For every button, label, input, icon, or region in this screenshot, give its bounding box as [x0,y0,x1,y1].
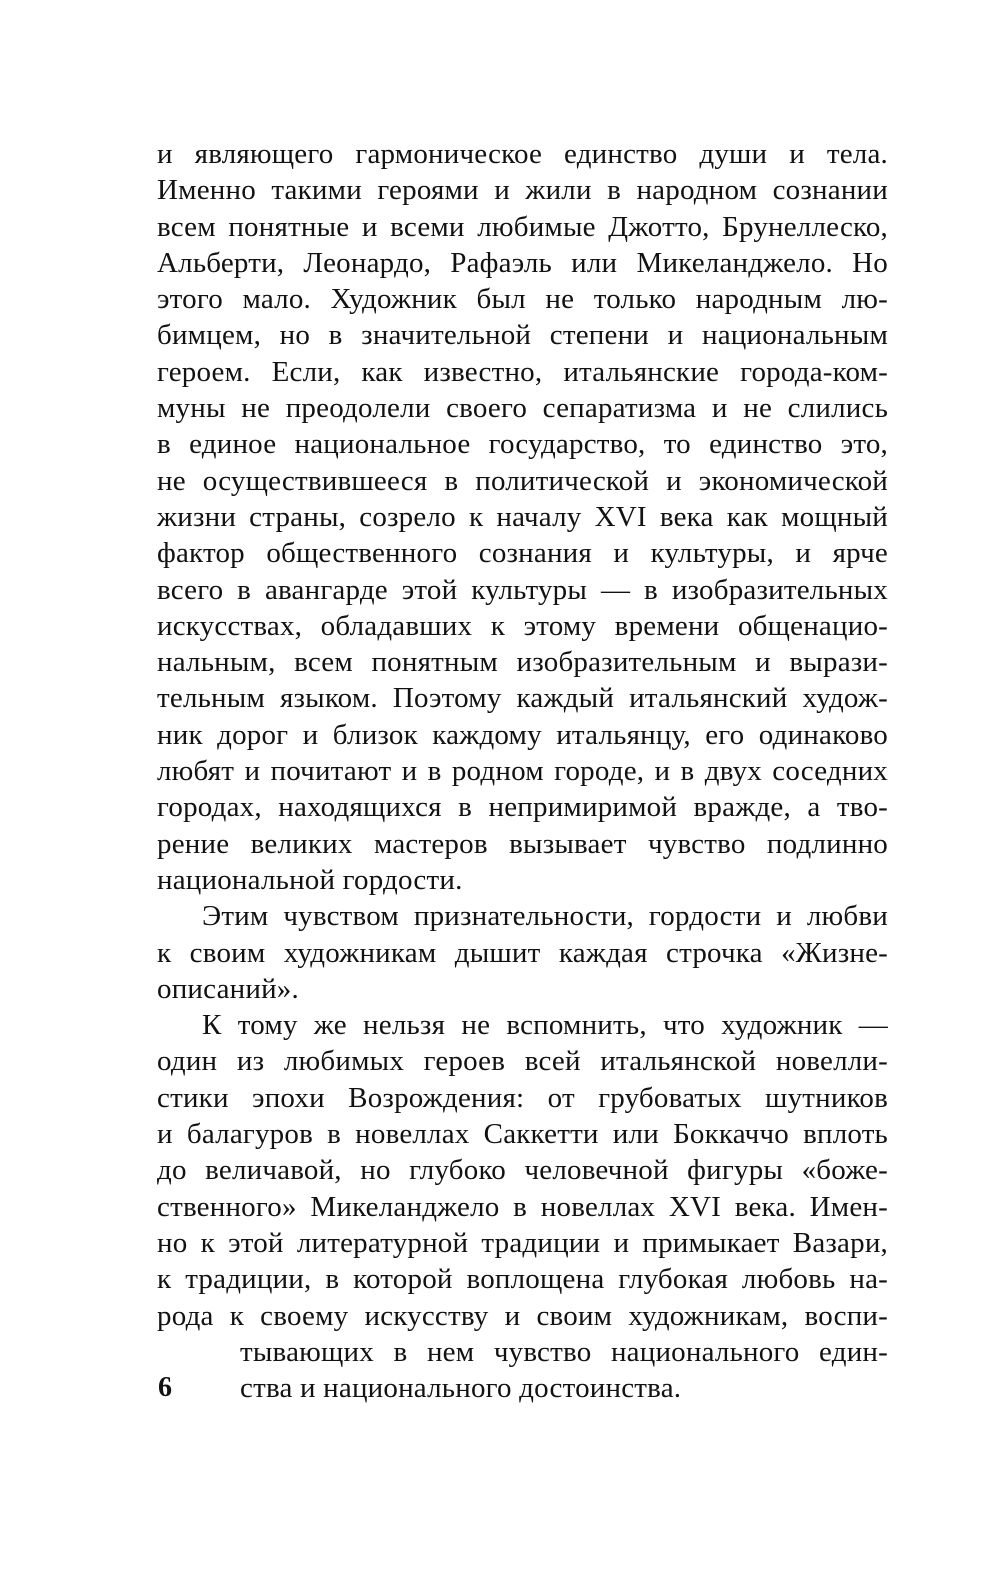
text-line: бимцем, но в значительной степени и национальным [157,319,888,352]
text-line: национальной гордости. [157,863,463,896]
text-line: искусствах, обладавших к этому времени общенацио- [157,609,888,642]
text-line: но к этой литературной традиции и примыкает Вазари, [157,1226,888,1259]
text-line: всем понятные и всеми любимые Джотто, Брунеллеско, [157,210,888,243]
text-line: муны не преодолели своего сепаратизма и не слились [157,392,888,425]
text-line: этого мало. Художник был не только народным лю- [157,283,888,316]
text-line: всего в авангарде этой культуры — в изобразительных [157,573,888,606]
text-line: к своим художникам дышит каждая строчка «Жизне- [157,936,888,969]
page-number: 6 [158,1372,172,1403]
text-line: героем. Если, как известно, итальянские города-ком- [157,355,888,388]
text-line: Именно такими героями и жили в народном сознании [157,174,888,207]
text-line: рение великих мастеров вызывает чувство подлинно [157,827,888,860]
text-line: не осуществившееся в политической и экономической [157,464,888,497]
text-line: тывающих в нем чувство национального един- [240,1335,888,1368]
text-line: до величавой, но глубоко человечной фигуры «боже- [157,1154,888,1187]
text-line: Этим чувством признательности, гордости и любви [202,900,888,933]
text-line: стики эпохи Возрождения: от грубоватых шутников [157,1081,888,1114]
text-line: к традиции, в которой воплощена глубокая любовь на- [157,1263,888,1296]
text-line: любят и почитают и в родном городе, и в двух соседних [157,755,888,788]
text-line: городах, находящихся в непримиримой вражде, а тво- [157,791,888,824]
text-line: ник дорог и близок каждому итальянцу, его одинаково [157,718,888,751]
text-line: ственного» Микеланджело в новеллах XVI века. Имен- [157,1190,888,1223]
text-line: рода к своему искусству и своим художникам, воспи- [157,1299,888,1332]
text-line: и являющего гармоническое единство души и тела. [157,138,888,170]
text-line: Альберти, Леонардо, Рафаэль или Микеланджело. Но [157,246,888,279]
text-line: описаний». [157,972,299,1005]
text-line: один из любимых героев всей итальянской новелли- [157,1045,888,1078]
text-line: нальным, всем понятным изобразительным и вырази- [157,646,888,679]
text-column [157,136,888,1406]
text-line: К тому же нельзя не вспомнить, что художник — [202,1009,888,1042]
text-line: фактор общественного сознания и культуры, и ярче [157,537,888,570]
text-line: жизни страны, созрело к началу XVI века как мощный [157,500,888,533]
text-line: ства и национального достоинства. [240,1372,682,1405]
text-line: тельным языком. Поэтому каждый итальянский худож- [157,682,888,715]
text-line: в единое национальное государство, то единство это, [157,428,888,461]
text-line: и балагуров в новеллах Саккетти или Боккаччо вплоть [157,1118,888,1151]
